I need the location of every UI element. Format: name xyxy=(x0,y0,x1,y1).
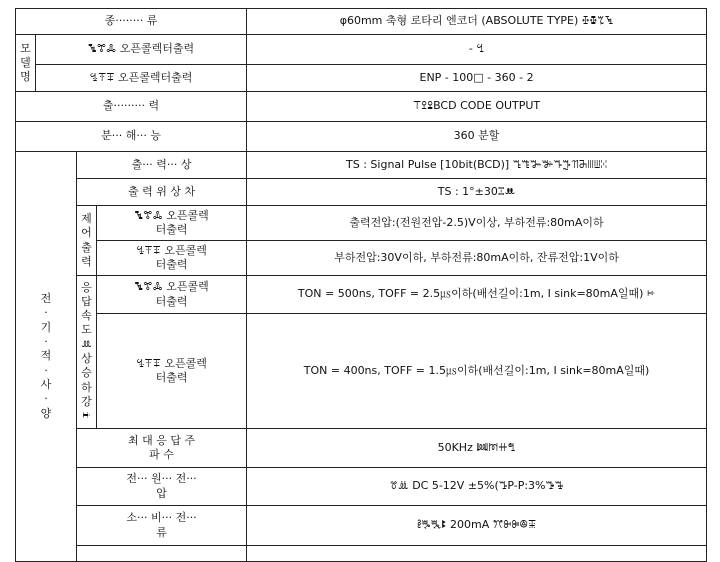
row-max-response-freq xyxy=(16,429,707,468)
row-output xyxy=(16,92,707,122)
label-control-output: 제 어 출 력 xyxy=(77,206,97,276)
label-response-speed: 응 답 속 도 ꔛ 상 승 하 강 ꔜ xyxy=(77,276,97,429)
row-cutoff xyxy=(16,546,707,562)
value-output-waveform: TS : Signal Pulse [10bit(BCD)] ꔎꔏꔐꔑꔒꔓꔔꔕꔖꔗꔘ xyxy=(247,152,707,179)
label-output-waveform: 출··· 력··· 상 xyxy=(77,152,247,179)
label-model-npn: ꔄꔅꔆ 오픈콜렉터출력 xyxy=(36,35,247,65)
value-model-pnp: ENP - 100□ - 360 - 2 xyxy=(247,65,707,92)
row-model-npn xyxy=(16,35,707,65)
row-control-pnp xyxy=(16,241,707,276)
row-control-npn xyxy=(16,206,707,241)
label-electrical-group: 전 · 기 · 적 · 사 · 양 xyxy=(16,152,77,562)
label-model-pnp: ꔈꔉꔊ 오픈콜렉터출력 xyxy=(36,65,247,92)
cell-cutoff-value xyxy=(247,546,707,562)
value-current-consumption: ꔧꔨꔩꔪ 200mA ꔫꔬꔭꔮꔯ xyxy=(247,506,707,546)
row-resolution xyxy=(16,122,707,152)
value-resolution: 360 분할 xyxy=(247,122,707,152)
value-control-npn: 출력전압:(전원전압-2.5)V이상, 부하전류:80mA이하 xyxy=(247,206,707,241)
value-control-pnp: 부하전압:30V이하, 부하전류:80mA이하, 잔류전압:1V이하 xyxy=(247,241,707,276)
value-response-pnp: TON = 400ns, TOFF = 1.5㎲이하(배선길이:1m, I sink=80mA일때) xyxy=(247,314,707,429)
spec-table xyxy=(15,8,707,562)
value-max-response-freq: 50KHz ꔞꔟꔠꔡ xyxy=(247,429,707,468)
label-control-pnp: ꔈꔉꔊ 오픈콜렉 터출력 xyxy=(97,241,247,276)
value-output: ꔋꔌꔍBCD CODE OUTPUT xyxy=(247,92,707,122)
label-output: 출········· 력 xyxy=(16,92,247,122)
label-response-npn: ꔄꔅꔆ 오픈콜렉 터출력 xyxy=(97,276,247,314)
row-output-waveform xyxy=(16,152,707,179)
label-max-response-freq: 최 대 응 답 주 파 수 xyxy=(77,429,247,468)
value-response-npn: TON = 500ns, TOFF = 2.5㎲이하(배선길이:1m, I sink=80mA일때) ꔝ xyxy=(247,276,707,314)
label-model-group: 모 델 명 xyxy=(16,35,36,92)
value-model-npn: - ꔇ xyxy=(247,35,707,65)
label-current-consumption: 소··· 비··· 전··· 류 xyxy=(77,506,247,546)
label-response-pnp: ꔈꔉꔊ 오픈콜렉 터출력 xyxy=(97,314,247,429)
label-power-voltage: 전··· 원··· 전··· 압 xyxy=(77,468,247,506)
row-power-voltage xyxy=(16,468,707,506)
label-control-npn: ꔄꔅꔆ 오픈콜렉 터출력 xyxy=(97,206,247,241)
cell-cutoff-label xyxy=(77,546,247,562)
row-model-pnp xyxy=(16,65,707,92)
value-output-phase-diff: TS : 1°±30ꔙꔚ xyxy=(247,179,707,206)
value-type: φ60mm 축형 로타리 엔코더 (ABSOLUTE TYPE) ꔀꔁꔂꔃ xyxy=(247,9,707,35)
label-output-phase-diff: 출 력 위 상 차 xyxy=(77,179,247,206)
value-power-voltage: ꔢꔣ DC 5-12V ±5%(ꔤP-P:3%ꔥꔦ xyxy=(247,468,707,506)
row-response-npn xyxy=(16,276,707,314)
label-type: 종········ 류 xyxy=(16,9,247,35)
row-response-pnp xyxy=(16,314,707,429)
row-type xyxy=(16,9,707,35)
row-output-phase-diff xyxy=(16,179,707,206)
label-resolution: 분··· 해··· 능 xyxy=(16,122,247,152)
